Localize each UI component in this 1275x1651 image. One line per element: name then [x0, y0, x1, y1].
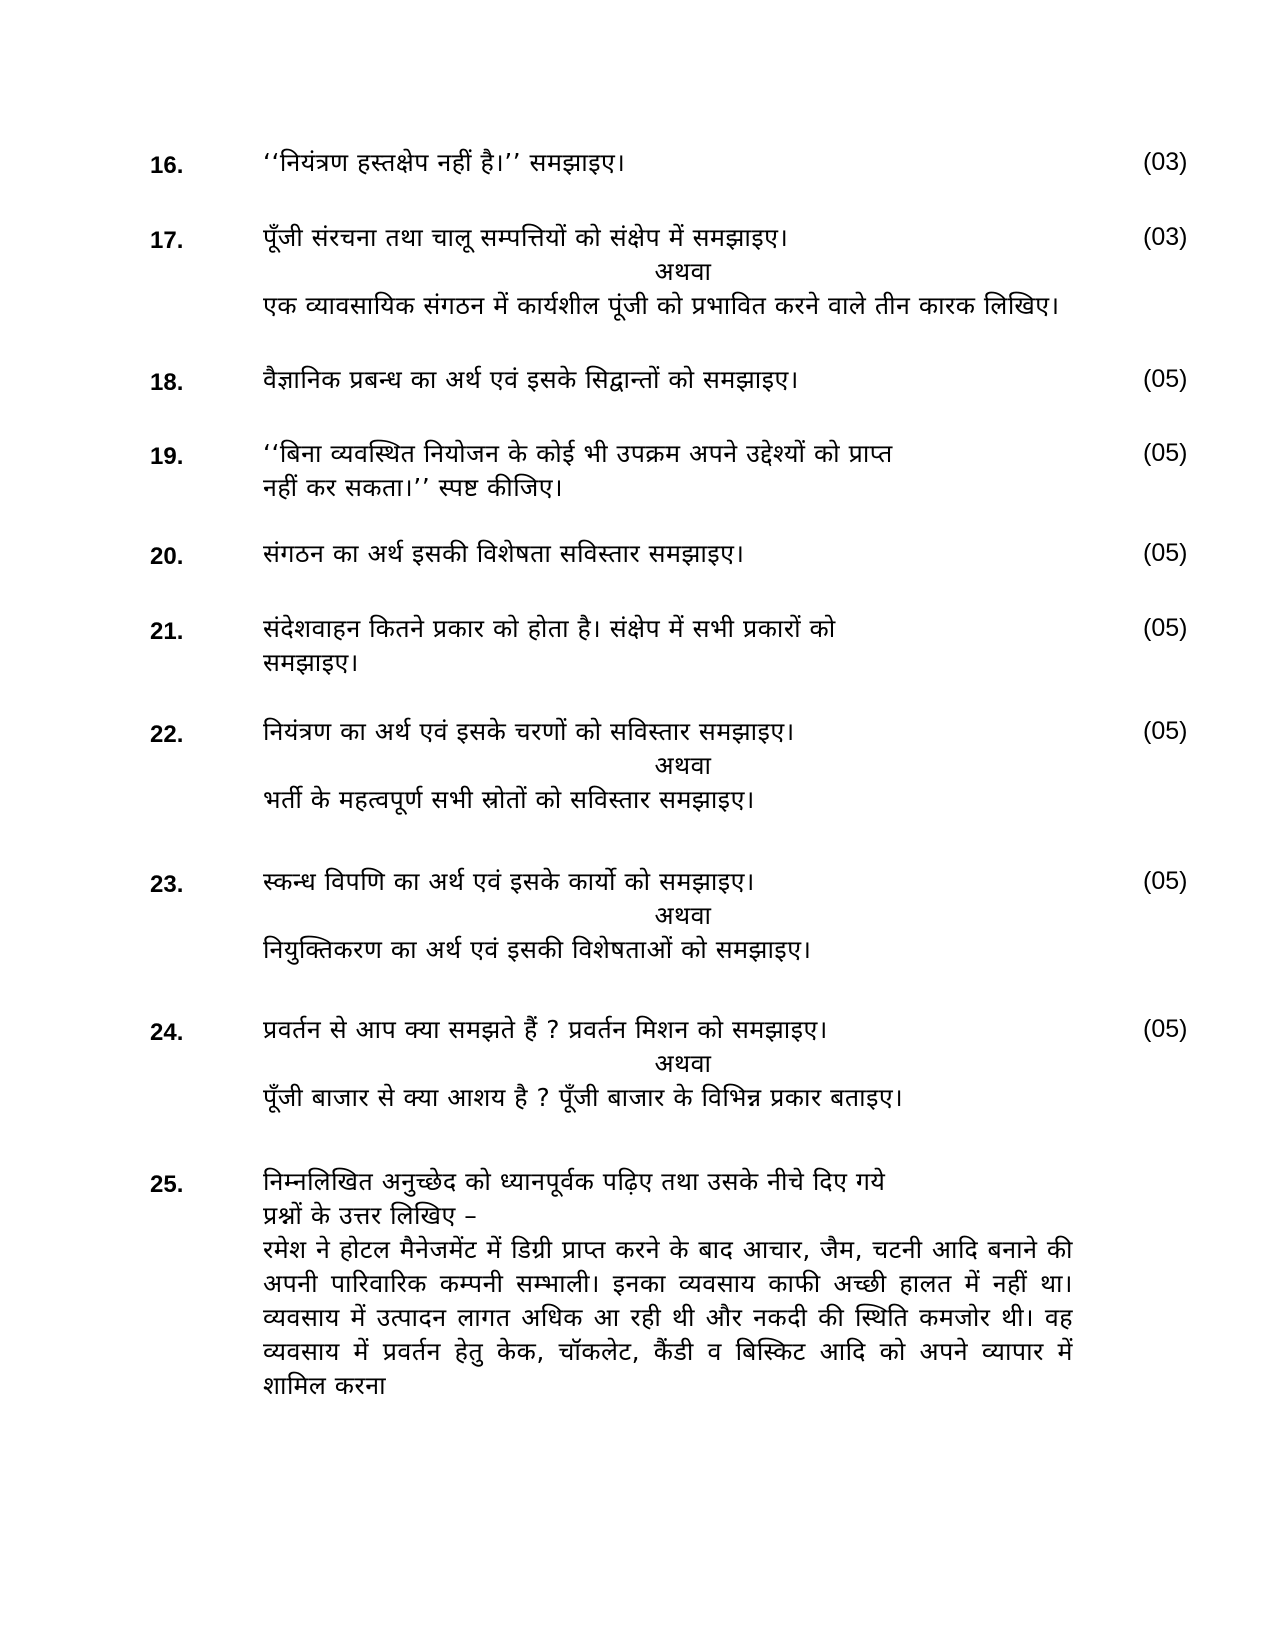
question-text — [263, 221, 1103, 323]
marks: (05) — [1143, 614, 1188, 642]
marks: (03) — [1143, 223, 1188, 251]
marks: (05) — [1143, 365, 1188, 393]
or-label: अथवा — [654, 751, 712, 780]
question-text — [263, 437, 1103, 505]
question-number: 24. — [150, 1019, 184, 1046]
marks: (03) — [1143, 148, 1188, 176]
question-line: ‘‘नियंत्रण हस्तक्षेप नहीं है।’’ समझाइए। — [263, 148, 626, 177]
question-line: संगठन का अर्थ इसकी विशेषता सविस्तार समझाइए। — [263, 539, 745, 568]
question-line: प्रवर्तन से आप क्या समझते हैं ? प्रवर्तन मिशन को समझाइए। — [263, 1015, 828, 1044]
alternate-question: भर्ती के महत्वपूर्ण सभी स्रोतों को सविस्तार समझाइए। — [263, 785, 755, 814]
question-number: 17. — [150, 227, 184, 254]
question-line: वैज्ञानिक प्रबन्ध का अर्थ एवं इसके सिद्वान्तों को समझाइए। — [263, 365, 799, 394]
question-text — [263, 146, 1103, 180]
marks: (05) — [1143, 717, 1188, 745]
question-line: संदेशवाहन कितने प्रकार को होता है। संक्षेप में सभी प्रकारों को — [263, 614, 836, 643]
or-label: अथवा — [654, 257, 712, 286]
question-line: ‘‘बिना व्यवस्थित नियोजन के कोई भी उपक्रम अपने उद्देश्यों को प्राप्त — [263, 439, 893, 468]
question-number: 16. — [150, 152, 184, 179]
question-text — [263, 363, 1103, 397]
question-number: 23. — [150, 871, 184, 898]
question-line: प्रश्नों के उत्तर लिखिए – — [263, 1201, 478, 1230]
question-number: 25. — [150, 1171, 184, 1198]
marks: (05) — [1143, 439, 1188, 467]
marks: (05) — [1143, 1015, 1188, 1043]
marks: (05) — [1143, 539, 1188, 567]
alternate-question: नियुक्तिकरण का अर्थ एवं इसकी विशेषताओं को समझाइए। — [263, 935, 812, 964]
or-label: अथवा — [654, 1049, 712, 1078]
passage: रमेश ने होटल मैनेजमेंट में डिग्री प्राप्त करने के बाद आचार, जैम, चटनी आदि बनाने की अपनी पारिवारिक कम्पनी सम्भाली। इनका व्यवसाय काफी अच्छी हालत में नहीं था। व्यवसाय में उत्पादन लागत अधिक आ रही थी और नकदी की स्थिति कमजोर थी। वह व्यवसाय में प्रवर्तन हेतु केक, चॉकलेट, कैंडी व बिस्किट आदि को अपने व्यापार में शामिल करना — [263, 1235, 1073, 1400]
question-line: निम्नलिखित अनुच्छेद को ध्यानपूर्वक पढ़िए तथा उसके नीचे दिए गये — [263, 1167, 886, 1196]
question-line: पूँजी संरचना तथा चालू सम्पत्तियों को संक्षेप में समझाइए। — [263, 223, 789, 252]
question-number: 20. — [150, 543, 184, 570]
question-number: 18. — [150, 369, 184, 396]
question-line: नियंत्रण का अर्थ एवं इसके चरणों को सविस्तार समझाइए। — [263, 717, 795, 746]
question-number: 19. — [150, 443, 184, 470]
question-text — [263, 1165, 1073, 1403]
question-line: स्कन्ध विपणि का अर्थ एवं इसके कार्यो को समझाइए। — [263, 867, 755, 896]
question-text — [263, 715, 1103, 817]
alternate-question: पूँजी बाजार से क्या आशय है ? पूँजी बाजार के विभिन्न प्रकार बताइए। — [263, 1083, 904, 1112]
question-line: नहीं कर सकता।’’ स्पष्ट कीजिए। — [263, 473, 564, 502]
alternate-question: एक व्यावसायिक संगठन में कार्यशील पूंजी को प्रभावित करने वाले तीन कारक लिखिए। — [263, 291, 1060, 320]
question-text — [263, 612, 1103, 680]
or-label: अथवा — [654, 901, 712, 930]
question-text — [263, 1013, 1103, 1115]
question-number: 22. — [150, 721, 184, 748]
question-number: 21. — [150, 618, 184, 645]
question-text — [263, 865, 1103, 967]
question-line: समझाइए। — [263, 648, 359, 677]
question-text — [263, 537, 1103, 571]
marks: (05) — [1143, 867, 1188, 895]
